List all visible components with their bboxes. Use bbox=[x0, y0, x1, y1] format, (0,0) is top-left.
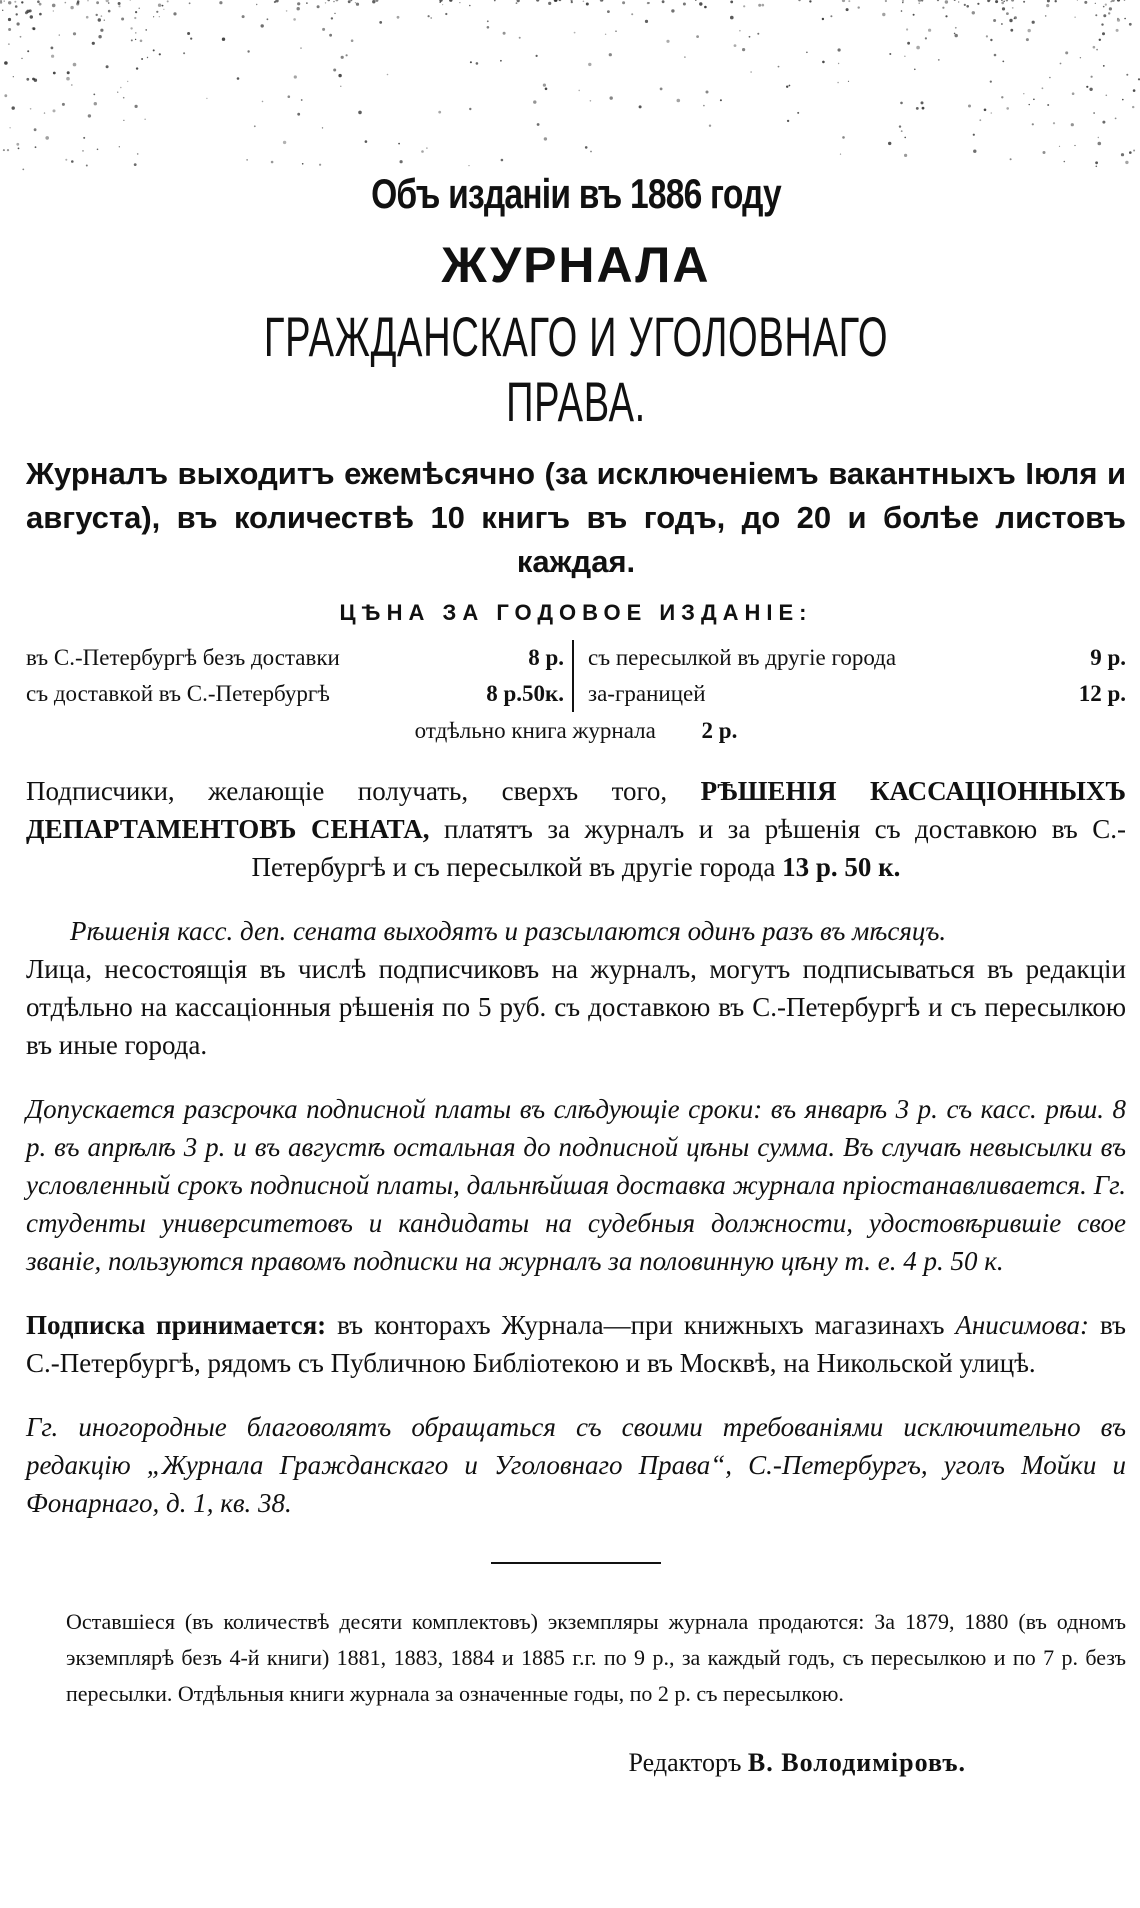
price-value: 2 р. bbox=[701, 718, 738, 743]
bookshop-name: Анисимова: bbox=[955, 1310, 1090, 1340]
price-label: въ С.-Петербургѣ безъ доставки bbox=[26, 645, 340, 670]
remaining-copies-paragraph: Оставшіеся (въ количествѣ десяти комплектовъ) экземпляры журнала продаются: За 1879, 1880 (въ одномъ экземплярѣ безъ 4-й книги) 1881, 1883, 1884 и 1885 г.г. по 9 р., за каждый годъ, съ пересылкою и по 7 р. безъ пересылки. Отдѣльныя книги журнала за означенные годы, по 2 р. съ пересылкою. bbox=[66, 1609, 1126, 1706]
price-label: отдѣльно книга журнала bbox=[414, 718, 656, 743]
subscribers-paragraph bbox=[26, 772, 1126, 886]
price-value: 12 р. bbox=[1078, 681, 1126, 706]
subscribers-price: 13 р. 50 к. bbox=[782, 852, 901, 882]
price-heading: ЦѢНА ЗА ГОДОВОЕ ИЗДАНІЕ: bbox=[339, 600, 813, 625]
editor-label: Редакторъ bbox=[628, 1748, 742, 1777]
price-label: за-границей bbox=[588, 681, 706, 706]
subscription-text: въ конторахъ Журнала—при книжныхъ магазинахъ bbox=[337, 1310, 945, 1340]
print-speckle-texture bbox=[0, 0, 1140, 180]
price-label: съ доставкой въ С.-Петербургѣ bbox=[26, 681, 330, 706]
price-value: 8 р.50к. bbox=[486, 681, 564, 706]
price-row bbox=[26, 676, 564, 712]
divider bbox=[491, 1562, 661, 1564]
heading-journal-title: ГРАЖДАНСКАГО И УГОЛОВНАГО ПРАВА. bbox=[263, 305, 889, 433]
single-book-price bbox=[26, 712, 1126, 750]
price-value: 9 р. bbox=[1090, 645, 1126, 670]
editor-signature bbox=[26, 1748, 966, 1778]
subscribers-text-2: платятъ за журналъ и за рѣшенія съ доставкою въ С.-Петербургѣ и съ пересылкой въ другіе города bbox=[251, 814, 1126, 882]
senate-decisions-label: РѢШЕНІЯ КАССАЦІОННЫХЪ ДЕПАРТАМЕНТОВЪ СЕНАТА, bbox=[26, 776, 1127, 844]
subscription-text-2: въ С.-Петербургѣ, рядомъ съ Публичною Библіотекою и въ Москвѣ, на Никольской улицѣ. bbox=[26, 1310, 1127, 1378]
subscription-label: Подписка принимается: bbox=[26, 1310, 327, 1340]
announcement bbox=[26, 170, 1126, 1778]
decisions-schedule: Рѣшенія касс. деп. сената выходятъ и разсылаются одинъ разъ въ мѣсяцъ. bbox=[70, 916, 947, 946]
price-row bbox=[588, 676, 1126, 712]
price-column-right bbox=[574, 640, 1126, 712]
editor-name: В. Володиміровъ. bbox=[747, 1748, 966, 1777]
nonresident-paragraph: Гг. иногородные благоволятъ обращаться съ своими требованіями исключительно въ редакцію „Журнала Гражданскаго и Уголовнаго Права“, С.-Петербургъ, уголъ Мойки и Фонарнаго, д. 1, кв. 38. bbox=[26, 1412, 1126, 1518]
price-value: 8 р. bbox=[528, 645, 564, 670]
price-column-left bbox=[26, 640, 574, 712]
price-table bbox=[26, 640, 1126, 712]
price-row bbox=[26, 640, 564, 676]
subscribers-text: Подписчики, желающіе получать, сверхъ того, bbox=[26, 776, 668, 806]
price-label: съ пересылкой въ другіе города bbox=[588, 645, 897, 670]
intro-paragraph: Журналъ выходитъ ежемѣсячно (за исключеніемъ вакантныхъ Іюля и августа), въ количествѣ 10 книгъ въ годъ, до 20 и болѣе листовъ каждая. bbox=[26, 456, 1126, 579]
decisions-paragraph: Лица, несостоящія въ числѣ подписчиковъ на журналъ, могутъ подписываться въ редакціи отдѣльно на кассаціонныя рѣшенія по 5 руб. съ доставкою въ С.-Петербургѣ и съ пересылкою въ иные города. bbox=[26, 954, 1126, 1060]
heading-edition-year: Объ изданіи въ 1886 году bbox=[371, 170, 781, 217]
heading-journal: ЖУРНАЛА bbox=[441, 237, 711, 293]
price-row bbox=[588, 640, 1126, 676]
subscription-paragraph bbox=[26, 1306, 1126, 1382]
installments-paragraph: Допускается разсрочка подписной платы въ слѣдующіе сроки: въ январѣ 3 р. съ касс. рѣш. 8 р. въ апрѣлѣ 3 р. и въ августѣ остальная до подписной цѣны сумма. Въ случаѣ невысылки въ условленный срокъ подписной платы, дальнѣйшая доставка журнала пріостанавливается. Гг. студенты университетовъ и кандидаты на судебныя должности, удостовѣрившіе свое званіе, пользуются правомъ подписки на журналъ за половинную цѣну т. е. 4 р. 50 к. bbox=[26, 1094, 1126, 1276]
